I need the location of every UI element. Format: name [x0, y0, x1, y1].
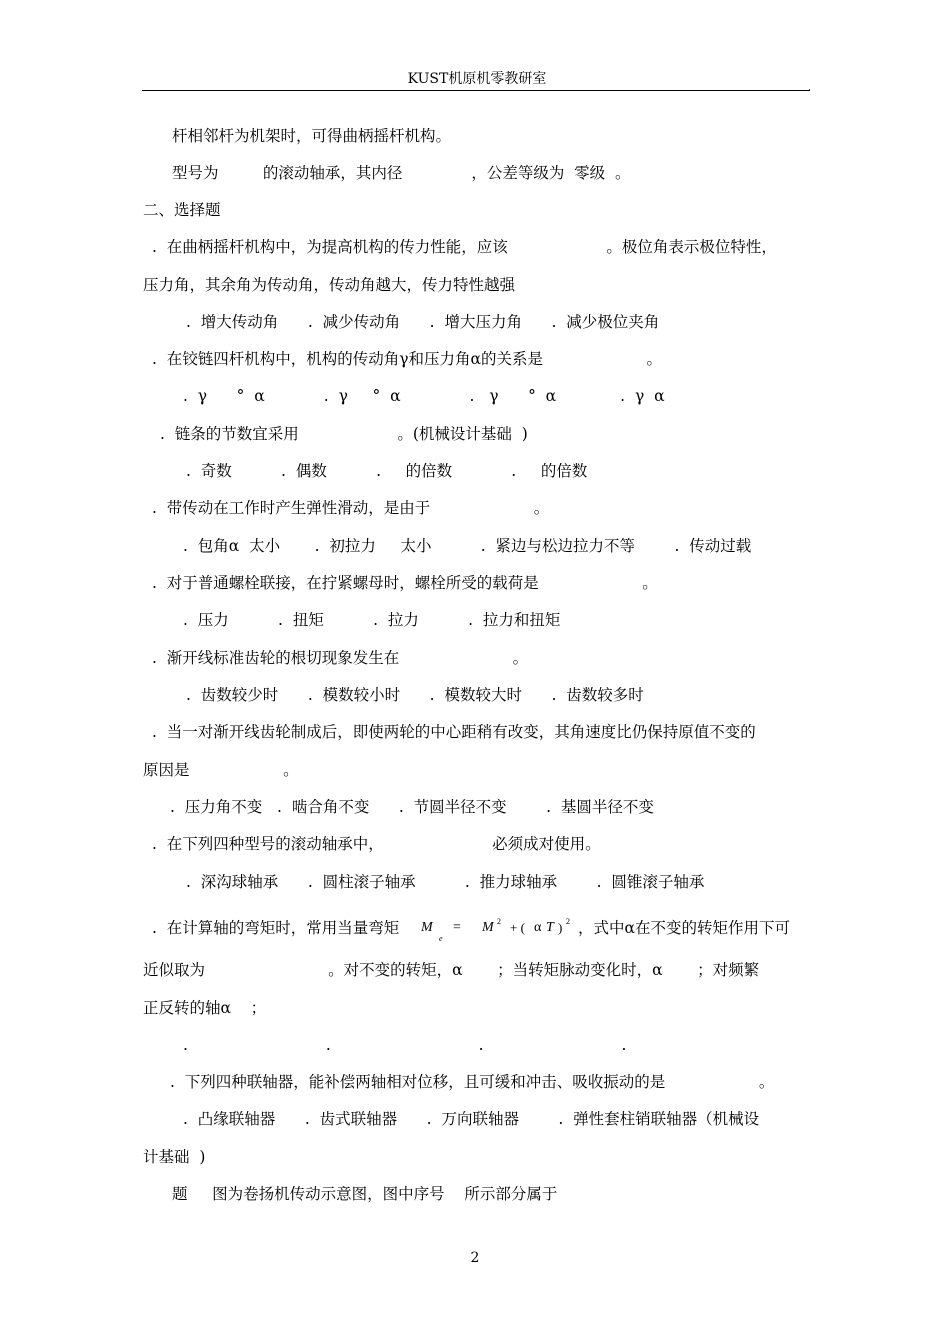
question-line: . 在计算轴的弯矩时，常用当量弯矩 [152, 919, 400, 937]
question-line: . 渐开线标准齿轮的根切现象发生在 。 [152, 649, 529, 667]
question-line: . 带传动在工作时产生弹性滑动，是由于 。 [152, 499, 550, 517]
text-line: 型号为 的滚动轴承，其内径 ，公差等级为 零级 。 [172, 164, 631, 182]
question-line: 题 图为卷扬机传动示意图，图中序号 所示部分属于 [172, 1185, 558, 1203]
text-line: 压力角，其余角为传动角，传动角越大，传力特性越强 [143, 276, 516, 294]
formula-alpha: α [534, 920, 542, 935]
text-line: 杆相邻杆为机架时，可得曲柄摇杆机构。 [172, 127, 452, 145]
options-line: . . . . [183, 1036, 627, 1054]
question-line: . 在曲柄摇杆机构中，为提高机构的传力性能，应该 。极位角表示极位特性， [152, 238, 777, 256]
formula-T: T [546, 920, 554, 935]
options-line: . 包角α 太小 . 初拉力 太小 . 紧边与松边拉力不等 . 传动过载 [183, 537, 752, 555]
options-line: . γ ° α . γ ° α . γ ° α . γ α [183, 387, 665, 405]
formula-equals: = [453, 920, 461, 935]
formula-sup1: 2 [497, 917, 501, 926]
header-rule [142, 90, 810, 91]
options-line: . 深沟球轴承 . 圆柱滚子轴承 . 推力球轴承 . 圆锥滚子轴承 [186, 873, 705, 891]
question-line: . 下列四种联轴器，能补偿两轴相对位移，且可缓和冲击、吸收振动的是 。 [170, 1073, 775, 1091]
text-line: 正反转的轴α ； [143, 999, 267, 1017]
section-heading: 二、选择题 [143, 201, 221, 219]
options-line: . 压力角不变 . 啮合角不变 . 节圆半径不变 . 基圆半径不变 [170, 798, 654, 816]
question-line: ，式中α在不变的转矩作用下可 [578, 919, 790, 937]
options-line: . 齿数较少时 . 模数较小时 . 模数较大时 . 齿数较多时 [186, 686, 644, 704]
options-line: . 奇数 . 偶数 . 的倍数 . 的倍数 [186, 462, 588, 480]
page-number: 2 [470, 1250, 480, 1266]
question-line: . 当一对渐开线齿轮制成后，即使两轮的中心距稍有改变，其角速度比仍保持原值不变的 [152, 723, 756, 741]
formula-subscript-e: e [439, 934, 443, 943]
formula-M: M [421, 920, 433, 935]
formula-close: ) [558, 920, 563, 935]
options-line: . 增大传动角 . 减少传动角 . 增大压力角 . 减少极位夹角 [186, 313, 660, 331]
formula-sup2: 2 [566, 917, 570, 926]
text-line: 近似取为 。对不变的转矩，α ；当转矩脉动变化时，α ；对频繁 [143, 961, 760, 979]
question-line: . 在下列四种型号的滚动轴承中， 必须成对使用。 [152, 835, 601, 853]
formula-plus: + ( [510, 920, 525, 935]
question-line: . 对于普通螺栓联接，在拧紧螺母时，螺栓所受的载荷是 。 [152, 574, 658, 592]
header-tick: , [808, 83, 811, 92]
text-line: 原因是 。 [143, 761, 299, 779]
question-line: . 链条的节数宜采用 。(机械设计基础 ) [160, 425, 528, 443]
options-line: . 压力 . 扭矩 . 拉力 . 拉力和扭矩 [183, 611, 561, 629]
question-line: . 在铰链四杆机构中，机构的传动角γ和压力角α的关系是 。 [152, 350, 662, 368]
page-header: KUST机原机零教研室 [407, 71, 547, 87]
text-line: 计基础 ) [143, 1148, 206, 1166]
options-line: . 凸缘联轴器 . 齿式联轴器 . 万向联轴器 . 弹性套柱销联轴器（机械设 [183, 1110, 760, 1128]
formula-M2: M [482, 920, 494, 935]
